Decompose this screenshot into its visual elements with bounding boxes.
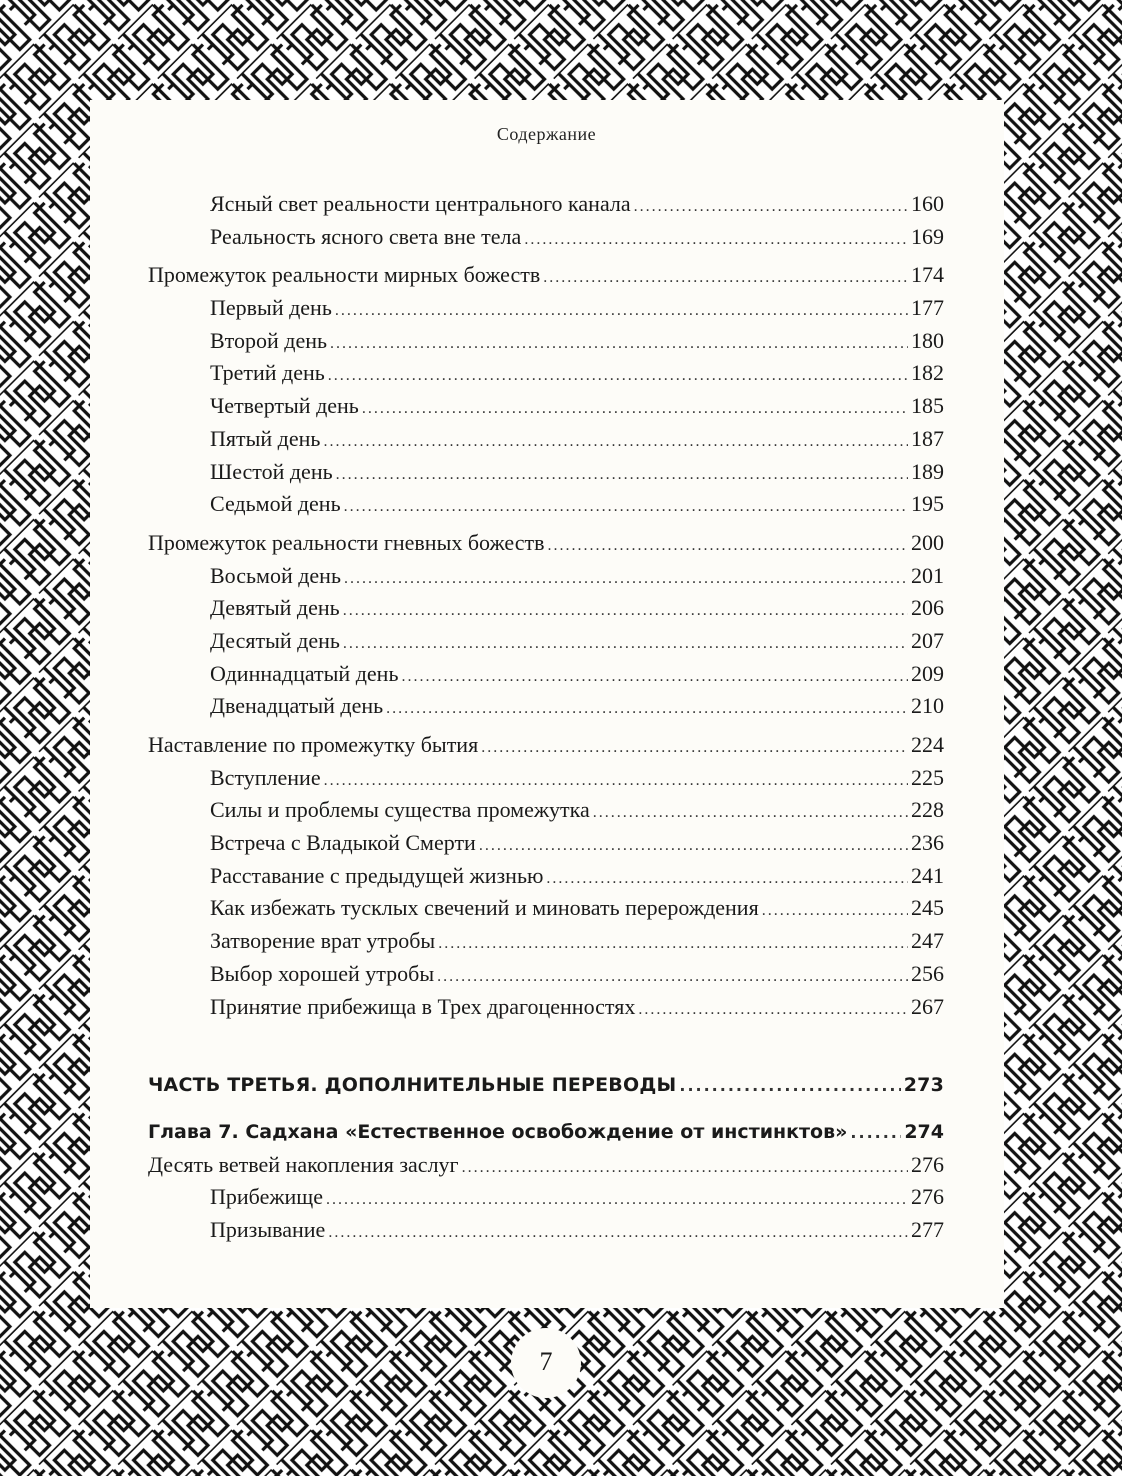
toc-entry [148,488,944,521]
toc-entry [148,1181,944,1214]
toc-entry-page: 207 [911,627,944,653]
toc-entry-title: Четвертый день [210,393,359,419]
toc-entry-title: Прибежище [210,1184,324,1210]
toc-entry [148,456,944,489]
toc-entry [148,991,944,1024]
toc-entry-title: Вступление [210,764,321,790]
leader-dots [386,693,908,726]
toc-entry-page: 245 [911,895,944,921]
toc-entry-title: Второй день [210,327,328,353]
toc-entry-title: Первый день [210,295,332,321]
leader-dots [437,961,908,994]
leader-dots [328,1217,908,1250]
toc-entry-title: Встреча с Владыкой Смерти [210,830,476,856]
leader-dots [344,491,908,524]
toc-entry [148,690,944,723]
toc-entry-page: 247 [911,928,944,954]
leader-dots [343,595,908,628]
toc-entry [148,925,944,958]
toc-entry-title: Шестой день [210,458,333,484]
toc-entry [148,958,944,991]
toc-entry-page: 185 [911,393,944,419]
toc-entry [148,357,944,390]
leader-dots [401,661,908,694]
leader-dots [438,928,908,961]
toc-entry-page: 206 [911,595,944,621]
toc-entry-page: 177 [911,295,944,321]
toc-entry [148,658,944,691]
toc-entry-title: Призывание [210,1216,326,1242]
toc-entry-title: Двенадцатый день [210,693,384,719]
toc-entry-title: Как избежать тусклых свечений и миновать перерождения [210,895,759,921]
toc-section-existence: Наставление по промежутку бытия ..... 224 [148,729,944,762]
toc-entry-title: Расставание с предыдущей жизнью [210,862,544,888]
toc-entry-title: Выбор хорошей утробы [210,960,435,986]
page-number: 7 [511,1328,581,1398]
toc-entry-title: Девятый день [210,595,340,621]
leader-dots [326,1184,908,1217]
toc-entry [148,625,944,658]
toc-entry-page: 195 [911,491,944,517]
leader-dots [343,628,908,661]
leader-dots [638,994,908,1027]
running-head: Содержание [496,124,597,144]
toc-entry [148,292,944,325]
toc-part-three: ЧАСТЬ ТРЕТЬЯ. ДОПОЛНИТЕЛЬНЫЕ ПЕРЕВОДЫ ..... 273 [148,1069,944,1102]
toc-entry-page: 169 [911,223,944,249]
toc-entry [148,592,944,625]
toc-entry-title: Восьмой день [210,562,341,588]
toc-entry [148,221,944,254]
toc-entry-title: Затворение врат утробы [210,928,436,954]
toc-section-peaceful: Промежуток реальности мирных божеств ..... 174 [148,259,944,292]
toc-entry-page: 201 [911,562,944,588]
leader-dots [462,1152,908,1185]
leader-dots [328,360,908,393]
leader-dots [330,328,908,361]
leader-dots [524,224,908,257]
table-of-contents [148,188,944,1247]
toc-entry [148,794,944,827]
toc-entry-page: 189 [911,458,944,484]
toc-entry [148,762,944,795]
leader-dots [323,426,908,459]
leader-dots [479,830,908,863]
leader-dots [850,1117,901,1150]
toc-entry-page: 256 [911,960,944,986]
toc-entry-page: 241 [911,862,944,888]
toc-entry [148,325,944,358]
leader-dots [762,895,908,928]
leader-dots [481,732,908,765]
toc-entry-title: Принятие прибежища в Трех драгоценностях [210,993,636,1019]
toc-entry-page: 236 [911,830,944,856]
toc-entry [148,892,944,925]
leader-dots [546,863,908,896]
leader-dots [547,530,908,563]
leader-dots [593,797,908,830]
toc-entry-title: Ясный свет реальности центрального канала [210,191,631,216]
toc-entry-title: Силы и проблемы существа промежутка [210,797,590,823]
toc-entry [148,390,944,423]
toc-entry-page: 209 [911,660,944,686]
toc-chapter-seven: Глава 7. Садхана «Естественное освобождение от инстинктов» ..... 274 [148,1116,944,1149]
leader-dots [362,393,908,426]
leader-dots [543,262,908,295]
leader-dots [336,459,908,492]
leader-dots [679,1070,900,1103]
toc-entry-page: 180 [911,327,944,353]
toc-entry-page: 210 [911,693,944,719]
leader-dots [335,295,908,328]
toc-entry-page: 277 [911,1216,944,1242]
toc-entry-title: Одиннадцатый день [210,660,399,686]
toc-entry-title: Реальность ясного света вне тела [210,223,522,249]
toc-entry [148,560,944,593]
leader-dots [344,563,908,596]
toc-section-wrathful: Промежуток реальности гневных божеств ..... 200 [148,527,944,560]
toc-entry-page: 160 [911,191,944,216]
toc-entry [148,1214,944,1247]
toc-entry [148,423,944,456]
toc-entry [148,188,944,221]
leader-dots [324,765,908,798]
toc-entry-page: 187 [911,425,944,451]
toc-entry [148,860,944,893]
toc-entry-title: Пятый день [210,425,321,451]
toc-entry-title: Седьмой день [210,491,341,517]
toc-entry-page: 182 [911,360,944,386]
toc-entry-page: 267 [911,993,944,1019]
toc-entry-title: Десятый день [210,627,340,653]
toc-entry-page: 225 [911,764,944,790]
toc-entry [148,827,944,860]
toc-section-merits: Десять ветвей накопления заслуг ..... 276 [148,1149,944,1182]
toc-entry-page: 276 [911,1184,944,1210]
leader-dots [634,191,908,224]
toc-entry-title: Третий день [210,360,325,386]
toc-entry-page: 228 [911,797,944,823]
